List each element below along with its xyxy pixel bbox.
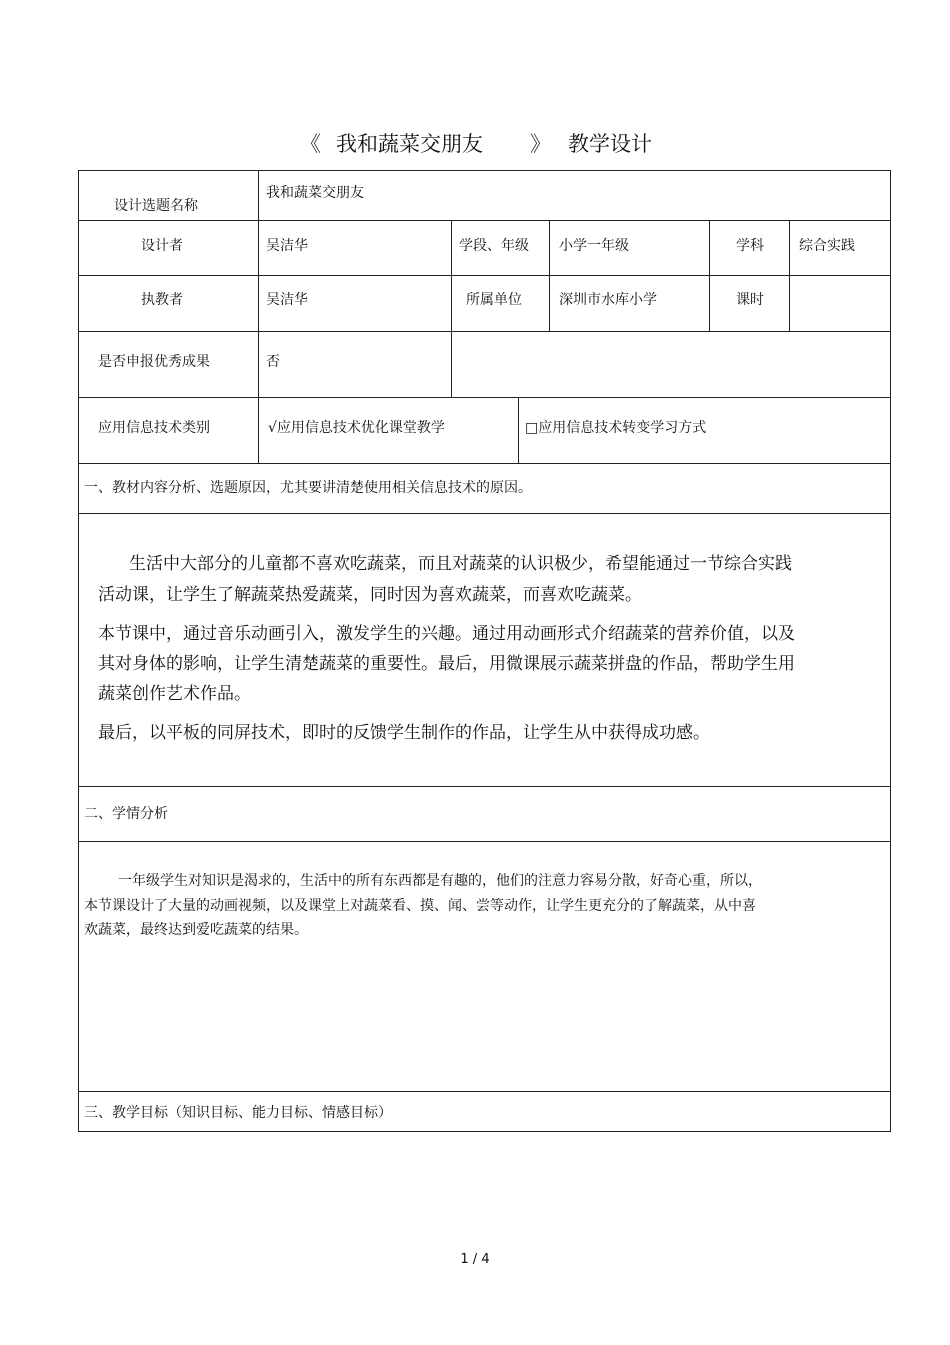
row-divider: [78, 841, 891, 842]
teacher-value: 吴洁华: [266, 292, 308, 308]
col-divider: [518, 397, 519, 463]
section2-line: 欢蔬菜，最终达到爱吃蔬菜的结果。: [84, 922, 308, 938]
row-divider: [78, 220, 891, 221]
col-divider: [549, 220, 550, 331]
col-divider: [709, 220, 710, 331]
designer-label: 设计者: [141, 238, 183, 254]
section2-heading: 二、学情分析: [84, 806, 168, 822]
title-open-bracket: 《: [300, 132, 321, 156]
section1-line: 活动课，让学生了解蔬菜热爱蔬菜，同时因为喜欢蔬菜，而喜欢吃蔬菜。: [98, 585, 642, 605]
class-hours-label: 课时: [736, 292, 764, 308]
subject-label: 学科: [736, 238, 764, 254]
document-title: [0, 128, 950, 160]
table-border-top: [78, 170, 891, 171]
row-divider: [78, 275, 891, 276]
designer-value: 吴洁华: [266, 238, 308, 254]
section1-line: 蔬菜创作艺术作品。: [98, 684, 251, 704]
section1-heading: 一、教材内容分析、选题原因，尤其要讲清楚使用相关信息技术的原因。: [84, 480, 532, 496]
title-suffix: 教学设计: [568, 132, 652, 156]
section3-heading: 三、教学目标（知识目标、能力目标、情感目标）: [84, 1105, 392, 1121]
table-border-left: [78, 170, 79, 1132]
row-divider: [78, 513, 891, 514]
unit-label: 所属单位: [466, 292, 522, 308]
page-number: 1 / 4: [460, 1252, 490, 1267]
section1-line: 本节课中，通过音乐动画引入，激发学生的兴趣。通过用动画形式介绍蔬菜的营养价值，以及: [98, 624, 795, 644]
col-divider: [789, 220, 790, 331]
title-lesson-name: 我和蔬菜交朋友: [336, 132, 483, 156]
row-divider: [78, 1091, 891, 1092]
section2-line: 本节课设计了大量的动画视频，以及课堂上对蔬菜看、摸、闻、尝等动作，让学生更充分的了解蔬菜，从中喜: [84, 898, 756, 914]
table-border-bottom: [78, 1131, 891, 1132]
stage-grade-label: 学段、年级: [459, 238, 529, 254]
excellent-result-value: 否: [266, 354, 280, 370]
row-divider: [78, 331, 891, 332]
row-divider: [78, 397, 891, 398]
section2-line: 一年级学生对知识是渴求的，生活中的所有东西都是有趣的，他们的注意力容易分散，好奇心重，所以，: [118, 873, 762, 889]
row-divider: [78, 786, 891, 787]
stage-grade-value: 小学一年级: [559, 238, 629, 254]
row-divider: [78, 463, 891, 464]
unit-value: 深圳市水库小学: [559, 292, 657, 308]
excellent-result-label: 是否申报优秀成果: [98, 354, 210, 370]
section1-line: 生活中大部分的儿童都不喜欢吃蔬菜，而且对蔬菜的认识极少，希望能通过一节综合实践: [129, 554, 792, 574]
it-option-optimize: √应用信息技术优化课堂教学: [268, 420, 445, 436]
it-option-transform: □应用信息技术转变学习方式: [525, 420, 707, 436]
col-divider: [451, 220, 452, 397]
col-divider: [258, 170, 259, 463]
section1-line: 最后，以平板的同屏技术，即时的反馈学生制作的作品，让学生从中获得成功感。: [98, 723, 710, 743]
title-close-bracket: 》: [530, 132, 551, 156]
it-category-label: 应用信息技术类别: [98, 420, 210, 436]
topic-name-value: 我和蔬菜交朋友: [266, 185, 364, 201]
table-border-right: [890, 170, 891, 1132]
section1-line: 其对身体的影响，让学生清楚蔬菜的重要性。最后，用微课展示蔬菜拼盘的作品，帮助学生用: [98, 654, 795, 674]
subject-value: 综合实践: [799, 238, 855, 254]
teacher-label: 执教者: [141, 292, 183, 308]
topic-name-label: 设计选题名称: [114, 198, 198, 214]
